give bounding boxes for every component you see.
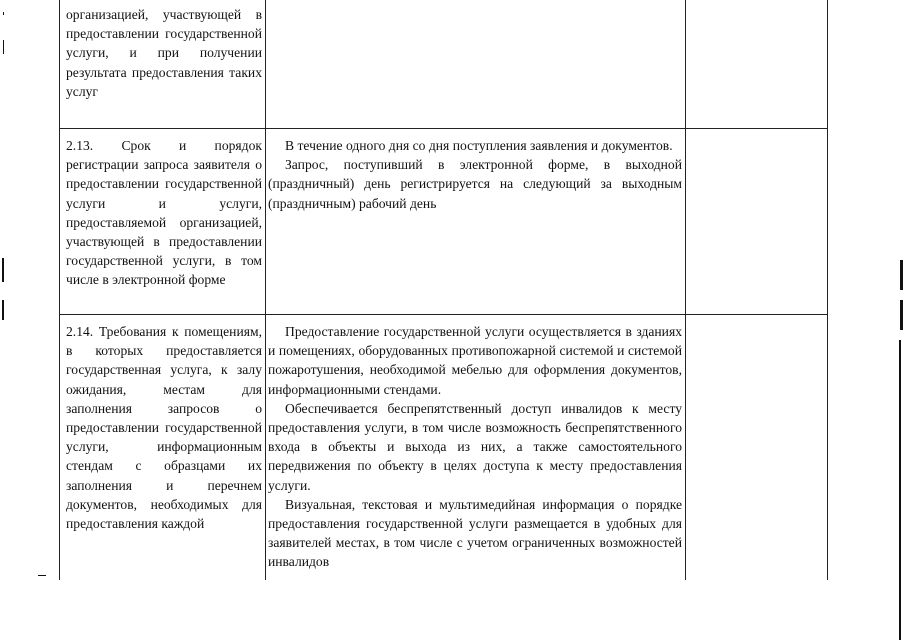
scan-edge-mark [900,260,903,290]
table-border-left [59,0,60,580]
content-paragraph: Обеспечивается беспрепятственный доступ инвалидов к месту предоставления услуги, в том числе возможность беспрепятственного входа в объекты и выхода из них, а также самостоятельного передвижения по объекту в целях доступа к месту предоставления услуги. [268,400,682,493]
scan-edge-mark [899,340,901,640]
row-separator [59,314,828,315]
scan-edge-mark [900,300,903,330]
table-row-label [66,136,262,290]
content-paragraph: В течение одного дня со дня поступления заявления и документов. [285,138,673,153]
scan-edge-mark [3,12,4,15]
table-row-content [268,322,682,572]
scan-edge-mark [38,575,46,576]
table-row [66,5,262,101]
scan-edge-mark [3,40,4,54]
table-row-label [66,322,262,533]
scan-edge-mark [2,258,4,282]
scan-edge-mark [2,300,4,320]
row-label: 2.13. Срок и порядок регистрации запроса заявителя о предоставлении государственной услуги и услуги, предоставляемой организацией, участвующей в предоставлении государственной услуги, в том числе в электронной форме [66,138,262,288]
content-paragraph: Визуальная, текстовая и мультимедийная информация о порядке предоставления государственной услуги размещается в удобных для заявителей местах, в том числе с учетом ограниченных возможностей инвалидов [268,496,682,570]
table-border-right [827,0,828,580]
table-column-divider [685,0,686,580]
table-column-divider [265,0,266,580]
row-label: 2.14. Требования к помещениям, в которых предоставляется государственная услуга, к залу ожидания, местам для заполнения запросов о предоставлении государственной услуги, информационным стендам с образцами их заполнения и перечнем документов, необходимых для предоставления каждой [66,324,262,532]
content-paragraph: Запрос, поступивший в электронной форме, в выходной (праздничный) день регистрируется на следующий за выходным (праздничным) рабочий день [268,157,682,211]
table-row-content [268,136,682,213]
row-label: организацией, участвующей в предоставлении государственной услуги, и при получении результата предоставления таких услуг [66,7,262,99]
row-separator [59,128,828,129]
content-paragraph: Предоставление государственной услуги осуществляется в зданиях и помещениях, оборудованных противопожарной системой и системой пожаротушения, необходимой мебелью для оформления документов, информационными стендами. [268,324,682,397]
